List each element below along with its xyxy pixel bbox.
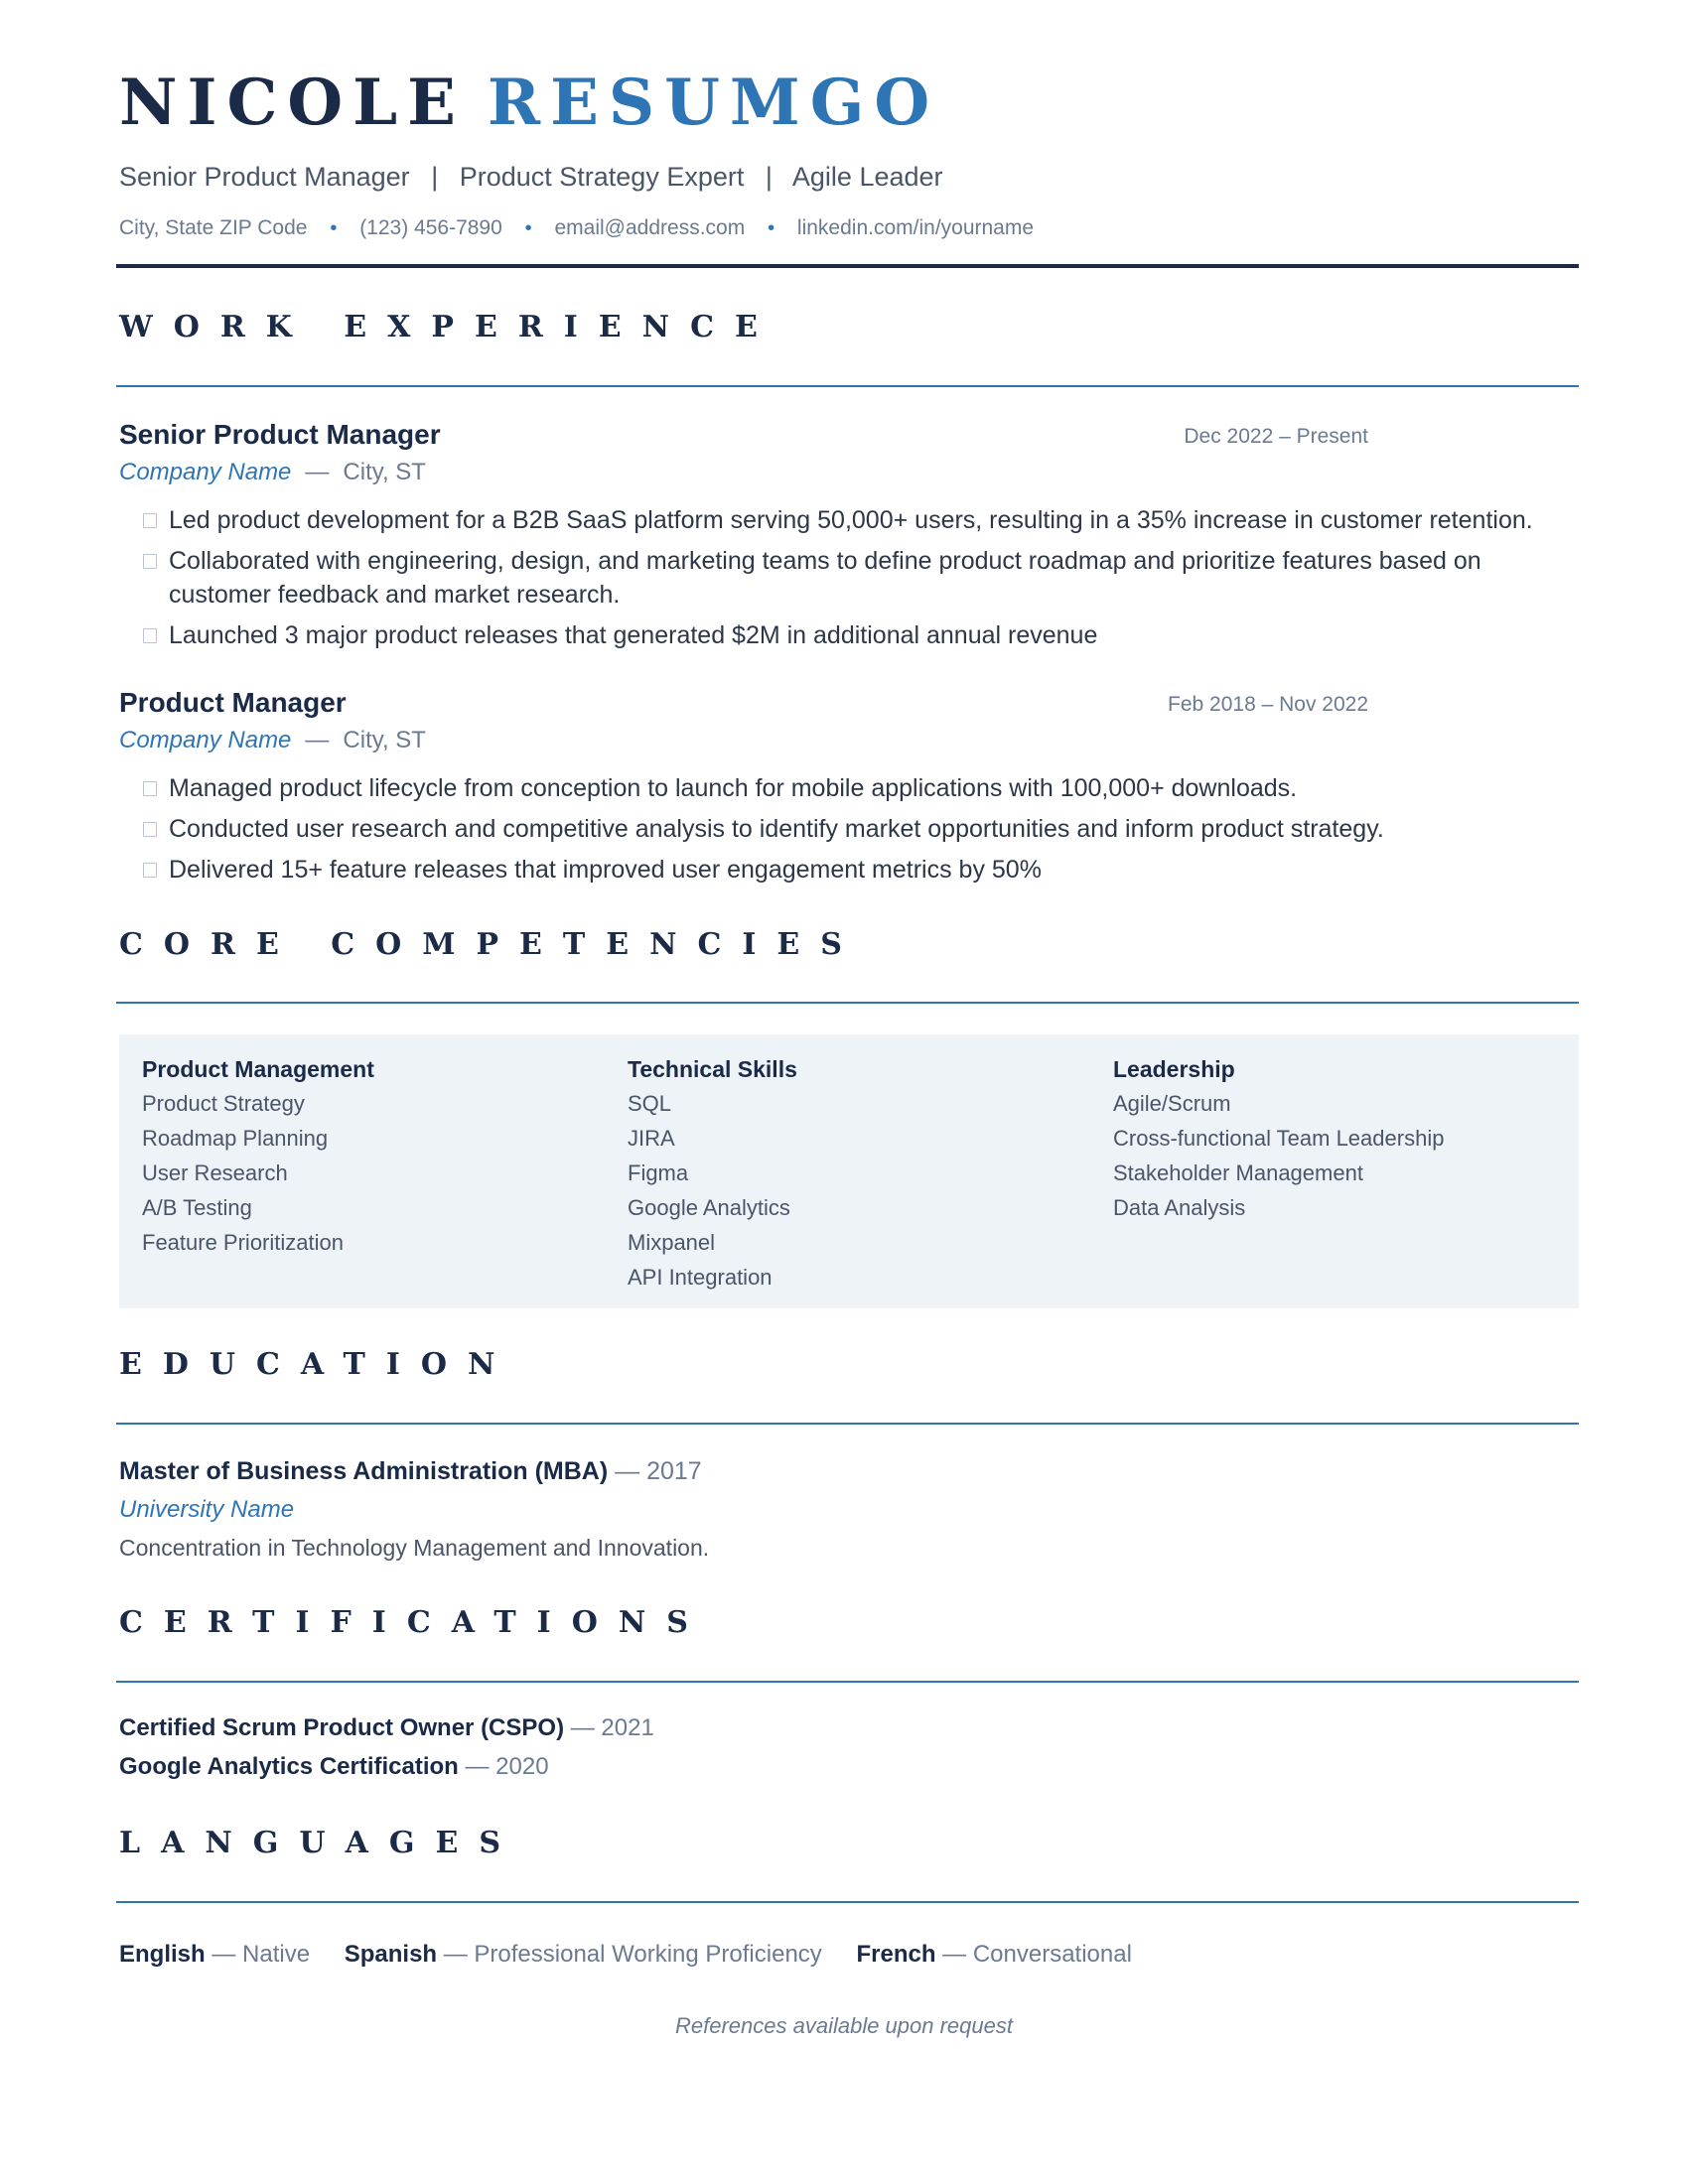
competency-item: Mixpanel	[628, 1230, 716, 1255]
bullet-separator: •	[768, 217, 775, 239]
competency-item: Agile/Scrum	[1113, 1091, 1231, 1116]
contact-line	[119, 216, 1034, 240]
competency-item: Roadmap Planning	[142, 1126, 329, 1151]
language-level: — Conversational	[942, 1941, 1132, 1968]
bullet-box-icon	[143, 781, 157, 796]
language-level: — Professional Working Proficiency	[443, 1941, 822, 1968]
competency-column	[1113, 1052, 1444, 1225]
list-item	[139, 771, 1569, 805]
degree-name: Master of Business Administration (MBA)	[119, 1457, 609, 1485]
certification-name: Certified Scrum Product Owner (CSPO)	[119, 1714, 565, 1741]
contact-email: email@address.com	[554, 216, 746, 239]
candidate-name	[119, 66, 940, 140]
professional-titles	[119, 162, 943, 193]
bullet-box-icon	[143, 513, 157, 528]
competency-column	[142, 1052, 374, 1260]
contact-phone: (123) 456-7890	[359, 216, 502, 239]
bullet-box-icon	[143, 554, 157, 569]
contact-address: City, State ZIP Code	[119, 216, 308, 239]
company-name: Company Name	[119, 727, 292, 753]
language-item	[119, 1941, 310, 1968]
job-title: Product Manager	[119, 687, 347, 718]
language-level: — Native	[211, 1941, 311, 1968]
title-separator: |	[765, 162, 773, 192]
bullet-text: Managed product lifecycle from conception to launch for mobile applications with 100,000+ downloads.	[169, 774, 1298, 802]
job-location: City, ST	[343, 459, 426, 485]
competency-item: A/B Testing	[142, 1195, 252, 1220]
header-divider	[116, 264, 1579, 268]
section-title-work-experience: WORK EXPERIENCE	[119, 310, 778, 344]
competency-heading: Leadership	[1113, 1056, 1235, 1082]
competency-heading: Product Management	[142, 1056, 374, 1082]
last-name: RESUMGO	[487, 66, 940, 140]
bullet-text: Conducted user research and competitive analysis to identify market opportunities and inform product strategy.	[169, 815, 1384, 843]
job-company-line	[119, 459, 426, 486]
bullet-box-icon	[143, 863, 157, 878]
section-divider	[116, 1423, 1579, 1425]
degree-concentration: Concentration in Technology Management and Innovation.	[119, 1535, 710, 1561]
competency-column	[628, 1052, 797, 1295]
section-title-languages: LANGUAGES	[119, 1826, 522, 1860]
competency-item: API Integration	[628, 1265, 773, 1290]
job-company-line	[119, 727, 426, 754]
competency-item: Stakeholder Management	[1113, 1160, 1363, 1185]
section-title-education: EDUCATION	[119, 1347, 516, 1382]
competency-item: User Research	[142, 1160, 288, 1185]
competency-item: JIRA	[628, 1126, 675, 1151]
contact-linkedin: linkedin.com/in/yourname	[796, 216, 1035, 239]
competency-heading: Technical Skills	[628, 1056, 797, 1082]
list-item	[139, 812, 1569, 846]
bullet-text: Delivered 15+ feature releases that improved user engagement metrics by 50%	[169, 856, 1042, 884]
list-item	[139, 544, 1569, 612]
title-3: Agile Leader	[791, 162, 943, 192]
language-name: Spanish	[344, 1941, 438, 1968]
languages-line	[119, 1941, 1160, 1969]
bullet-box-icon	[143, 628, 157, 643]
title-1: Senior Product Manager	[119, 162, 410, 192]
title-separator: |	[431, 162, 439, 192]
competency-item: Cross-functional Team Leadership	[1113, 1126, 1445, 1151]
bullet-text: Led product development for a B2B SaaS platform serving 50,000+ users, resulting in a 35% increase in customer retention.	[169, 506, 1533, 534]
section-divider	[116, 1901, 1579, 1903]
dash-separator: —	[305, 727, 330, 753]
degree-year: — 2017	[615, 1457, 702, 1485]
section-divider	[116, 385, 1579, 387]
job-dates: Feb 2018 – Nov 2022	[1168, 693, 1368, 716]
job-bullets	[139, 503, 1569, 659]
certification-item	[119, 1714, 654, 1742]
language-item	[856, 1941, 1131, 1968]
competency-item: Data Analysis	[1113, 1195, 1246, 1220]
references-note: References available upon request	[674, 2013, 1013, 2038]
bullet-separator: •	[330, 217, 338, 239]
section-title-certifications: CERTIFICATIONS	[119, 1605, 709, 1640]
job-bullets	[139, 771, 1569, 893]
bullet-text: Collaborated with engineering, design, and marketing teams to define product roadmap and prioritize features based on customer feedback and market research.	[169, 547, 1481, 609]
bullet-box-icon	[143, 822, 157, 837]
language-item	[345, 1941, 822, 1968]
competency-item: Feature Prioritization	[142, 1230, 344, 1255]
certification-year: — 2020	[465, 1753, 549, 1780]
list-item	[139, 618, 1569, 652]
certification-name: Google Analytics Certification	[119, 1753, 459, 1780]
competency-item: Google Analytics	[628, 1195, 790, 1220]
competency-item: Product Strategy	[142, 1091, 305, 1116]
certification-item	[119, 1753, 549, 1781]
dash-separator: —	[305, 459, 330, 485]
competency-item: Figma	[628, 1160, 689, 1185]
list-item	[139, 503, 1569, 537]
company-name: Company Name	[119, 459, 292, 485]
school-name: University Name	[119, 1496, 295, 1523]
certification-year: — 2021	[570, 1714, 654, 1741]
section-divider	[116, 1002, 1579, 1004]
list-item	[139, 853, 1569, 887]
bullet-text: Launched 3 major product releases that generated $2M in additional annual revenue	[169, 621, 1098, 649]
degree-line	[119, 1457, 702, 1486]
job-title: Senior Product Manager	[119, 419, 441, 450]
bullet-separator: •	[524, 217, 532, 239]
job-dates: Dec 2022 – Present	[1184, 425, 1368, 448]
language-name: English	[119, 1941, 206, 1968]
title-2: Product Strategy Expert	[459, 162, 745, 192]
section-title-core-competencies: CORE COMPETENCIES	[119, 927, 863, 962]
competencies-panel	[119, 1034, 1579, 1308]
language-name: French	[856, 1941, 936, 1968]
first-name: NICOLE	[119, 66, 466, 140]
section-divider	[116, 1681, 1579, 1683]
competency-item: SQL	[628, 1091, 672, 1116]
job-location: City, ST	[343, 727, 426, 753]
